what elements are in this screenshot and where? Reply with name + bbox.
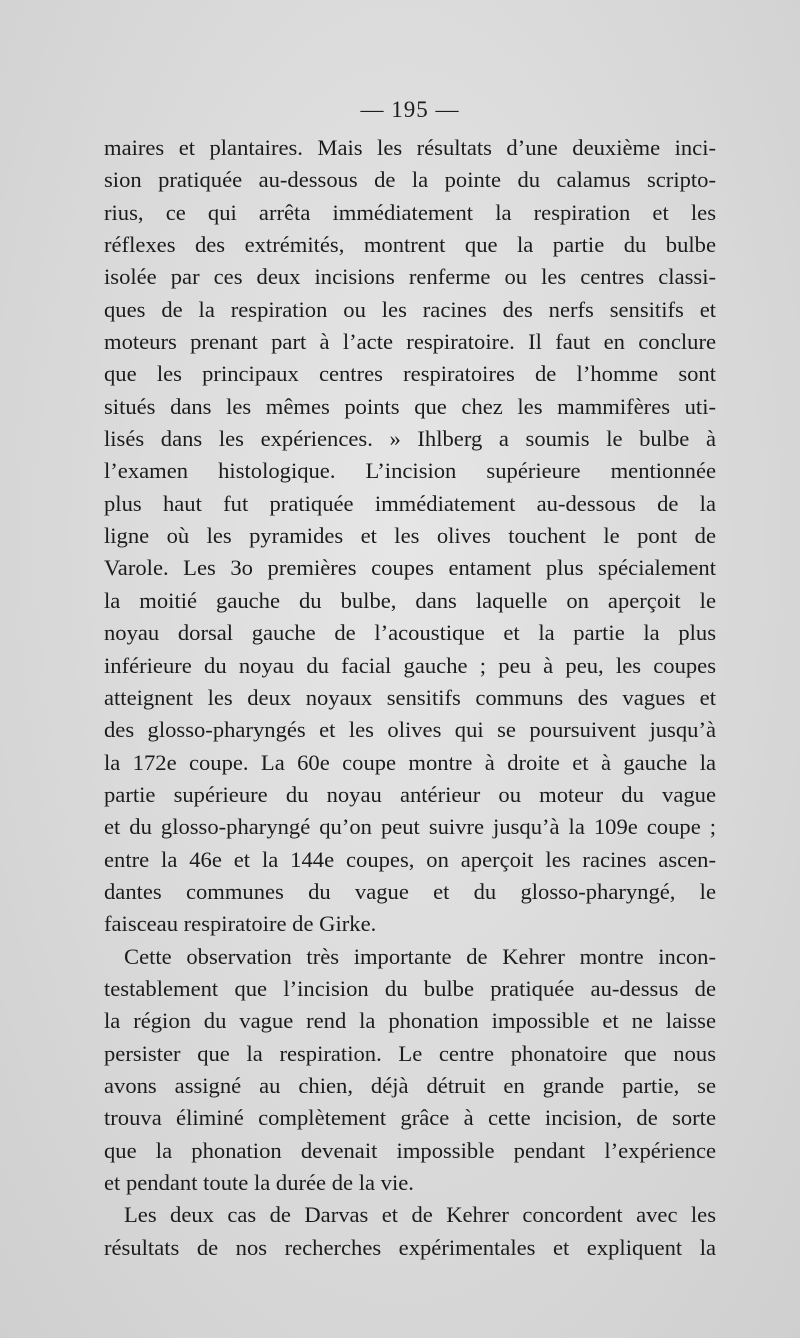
body-text [104, 132, 716, 1264]
text-line: lisés dans les expériences. » Ihlberg a soumis le bulbe à [104, 426, 716, 452]
text-line: la 172e coupe. La 60e coupe montre à droite et à gauche la [104, 749, 716, 775]
text-line: inférieure du noyau du facial gauche ; peu à peu, les coupes [104, 652, 716, 678]
text-line: atteignent les deux noyaux sensitifs communs des vagues et [104, 684, 716, 710]
text-line: et pendant toute la durée de la vie. [104, 1170, 414, 1195]
text-line: plus haut fut pratiquée immédiatement au-dessous de la [104, 490, 716, 516]
text-line: réflexes des extrémités, montrent que la partie du bulbe [104, 232, 716, 258]
text-line: sion pratiquée au-dessous de la pointe du calamus scripto- [104, 167, 716, 193]
text-line: résultats de nos recherches expérimentales et expliquent la [104, 1234, 716, 1260]
text-line: testablement que l’incision du bulbe pratiquée au-dessus de [104, 975, 716, 1001]
text-line: moteurs prenant part à l’acte respiratoire. Il faut en conclure [104, 329, 716, 355]
text-line: la région du vague rend la phonation impossible et ne laisse [104, 1008, 716, 1034]
text-line: l’examen histologique. L’incision supérieure mentionnée [104, 458, 716, 484]
text-line: avons assigné au chien, déjà détruit en grande partie, se [104, 1072, 716, 1098]
text-line: et du glosso-pharyngé qu’on peut suivre jusqu’à la 109e coupe ; [104, 814, 716, 840]
text-line: que les principaux centres respiratoires de l’homme sont [104, 361, 716, 387]
text-line: situés dans les mêmes points que chez les mammifères uti- [104, 393, 716, 419]
text-line: noyau dorsal gauche de l’acoustique et la partie la plus [104, 620, 716, 646]
text-line: la moitié gauche du bulbe, dans laquelle on aperçoit le [104, 587, 716, 613]
text-line: rius, ce qui arrêta immédiatement la respiration et les [104, 199, 716, 225]
text-line: que la phonation devenait impossible pendant l’expérience [104, 1137, 716, 1163]
text-line: isolée par ces deux incisions renferme ou les centres classi- [104, 264, 716, 290]
text-line: dantes communes du vague et du glosso-pharyngé, le [104, 878, 716, 904]
text-line: persister que la respiration. Le centre phonatoire que nous [104, 1040, 716, 1066]
text-line: des glosso-pharyngés et les olives qui se poursuivent jusqu’à [104, 717, 716, 743]
page-number: — 195 — [360, 97, 460, 122]
text-line: entre la 46e et la 144e coupes, on aperçoit les racines ascen- [104, 846, 716, 872]
text-line: ques de la respiration ou les racines des nerfs sensitifs et [104, 296, 716, 322]
text-line: Les deux cas de Darvas et de Kehrer concordent avec les [124, 1202, 716, 1228]
paragraph-2 [104, 941, 716, 1200]
text-line: maires et plantaires. Mais les résultats d’une deuxième inci- [104, 135, 716, 160]
book-page [104, 92, 716, 1264]
paragraph-1 [104, 132, 716, 941]
text-line: Varole. Les 3o premières coupes entament plus spécialement [104, 555, 716, 581]
text-line: faisceau respiratoire de Girke. [104, 911, 377, 937]
text-line: partie supérieure du noyau antérieur ou moteur du vague [104, 781, 716, 807]
text-line: trouva éliminé complètement grâce à cette incision, de sorte [104, 1105, 716, 1131]
text-line: Cette observation très importante de Kehrer montre incon- [124, 943, 716, 969]
text-line: ligne où les pyramides et les olives touchent le pont de [104, 523, 716, 549]
paragraph-3 [104, 1199, 716, 1264]
